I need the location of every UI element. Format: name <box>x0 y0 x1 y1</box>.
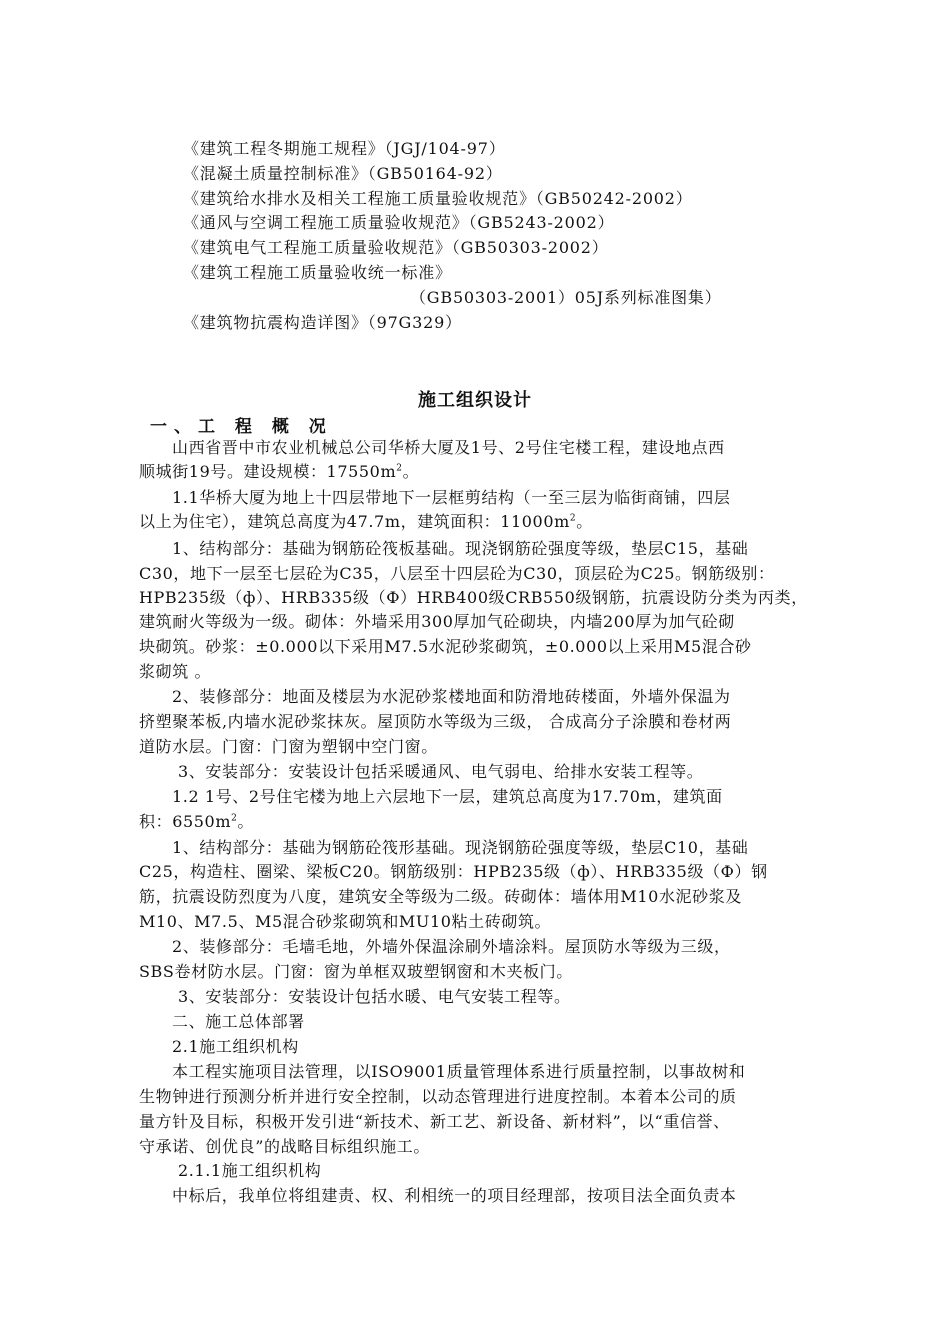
reference-line: 《建筑给水排水及相关工程施工质量验收规范》（GB50242-2002） <box>183 189 693 208</box>
paragraph-line: 2、装修部分：毛墙毛地，外墙外保温涂刷外墙涂料。屋顶防水等级为三级， <box>172 937 731 956</box>
paragraph-line: 块砌筑。砂浆：±0.000以下采用M7.5水泥砂浆砌筑，±0.000以上采用M5混合砂 <box>139 637 752 656</box>
paragraph-line: 积：$6550m^2$。 <box>139 812 255 831</box>
reference-line: 《建筑工程冬期施工规程》（JGJ/104-97） <box>183 139 506 158</box>
paragraph-line: 本工程实施项目法管理，以ISO9001质量管理体系进行质量控制，以事故树和 <box>172 1062 746 1081</box>
paragraph-line: 生物钟进行预测分析并进行安全控制，以动态管理进行进度控制。本着本公司的质 <box>139 1087 737 1106</box>
paragraph-line: HPB235级（ф）、HRB335级（Ф）HRB400级CRB550级钢筋，抗震设防分类为丙类， <box>139 588 808 607</box>
paragraph-line: 建筑耐火等级为一级。砌体：外墙采用300厚加气砼砌块，内墙200厚为加气砼砌 <box>139 612 735 631</box>
reference-line: 《通风与空调工程施工质量验收规范》（GB5243-2002） <box>183 213 615 232</box>
paragraph-line: 浆砌筑 。 <box>139 662 212 681</box>
paragraph-line: 守承诺、创优良”的战略目标组织施工。 <box>139 1137 430 1156</box>
paragraph-line: 量方针及目标，积极开发引进“新技术、新工艺、新设备、新材料”，以“重信誉、 <box>139 1112 730 1131</box>
paragraph-line: 挤塑聚苯板,内墙水泥砂浆抹灰。屋顶防水等级为三级， 合成高分子涂膜和卷材两 <box>139 712 732 731</box>
paragraph-line: SBS卷材防水层。门窗：窗为单框双玻塑钢窗和木夹板门。 <box>139 962 573 981</box>
reference-line: 《混凝土质量控制标准》（GB50164-92） <box>183 164 503 183</box>
paragraph-line: 1.2 1号、2号住宅楼为地上六层地下一层，建筑总高度为17.70m，建筑面 <box>172 787 723 806</box>
section-heading: 二、施工总体部署 <box>172 1012 305 1031</box>
paragraph-line: 山西省晋中市农业机械总公司华桥大厦及1号、2号住宅楼工程，建设地点西 <box>172 438 725 457</box>
subsection-heading: 2.1.1施工组织机构 <box>178 1161 322 1180</box>
paragraph-line: C25，构造柱、圈梁、梁板C20。钢筋级别：HPB235级（ф）、HRB335级（Ф）钢 <box>139 862 768 881</box>
paragraph-line: 道防水层。门窗：门窗为塑钢中空门窗。 <box>139 737 438 756</box>
subsection-heading: 2.1施工组织机构 <box>172 1037 299 1056</box>
document-title: 施工组织设计 <box>418 390 532 411</box>
paragraph-line: C30，地下一层至七层砼为C35，八层至十四层砼为C30，顶层砼为C25。钢筋级别： <box>139 564 775 583</box>
paragraph-line: 顺城街19号。建设规模：$17550m^2$。 <box>139 462 420 481</box>
section-heading: 一、工 程 概 况 <box>150 417 333 437</box>
reference-line: 《建筑电气工程施工质量验收规范》（GB50303-2002） <box>183 238 609 257</box>
paragraph-line: 2、装修部分：地面及楼层为水泥砂浆楼地面和防滑地砖楼面，外墙外保温为 <box>172 687 731 706</box>
paragraph-line: M10、M7.5、M5混合砂浆砌筑和MU10粘土砖砌筑。 <box>139 912 552 931</box>
paragraph-line: 中标后，我单位将组建责、权、利相统一的项目经理部，按项目法全面负责本 <box>172 1186 737 1205</box>
reference-line: 《建筑工程施工质量验收统一标准》 <box>183 263 452 282</box>
reference-line: 《建筑物抗震构造详图》（97G329） <box>183 313 462 332</box>
paragraph-line: 以上为住宅），建筑总高度为47.7m，建筑面积：$11000m^2$。 <box>139 512 593 531</box>
paragraph-line: 1、结构部分：基础为钢筋砼筏板基础。现浇钢筋砼强度等级，垫层C15，基础 <box>172 539 749 558</box>
paragraph-line: 1.1华桥大厦为地上十四层带地下一层框剪结构（一至三层为临街商铺，四层 <box>172 488 731 507</box>
reference-line: （GB50303-2001）05J系列标准图集） <box>410 288 722 307</box>
paragraph-line: 1、结构部分：基础为钢筋砼筏形基础。现浇钢筋砼强度等级，垫层C10，基础 <box>172 838 749 857</box>
paragraph-line: 筋，抗震设防烈度为八度，建筑安全等级为二级。砖砌体：墙体用M10水泥砂浆及 <box>139 887 742 906</box>
paragraph-line: 3、安装部分：安装设计包括采暖通风、电气弱电、给排水安装工程等。 <box>178 762 704 781</box>
paragraph-line: 3、安装部分：安装设计包括水暖、电气安装工程等。 <box>178 987 571 1006</box>
